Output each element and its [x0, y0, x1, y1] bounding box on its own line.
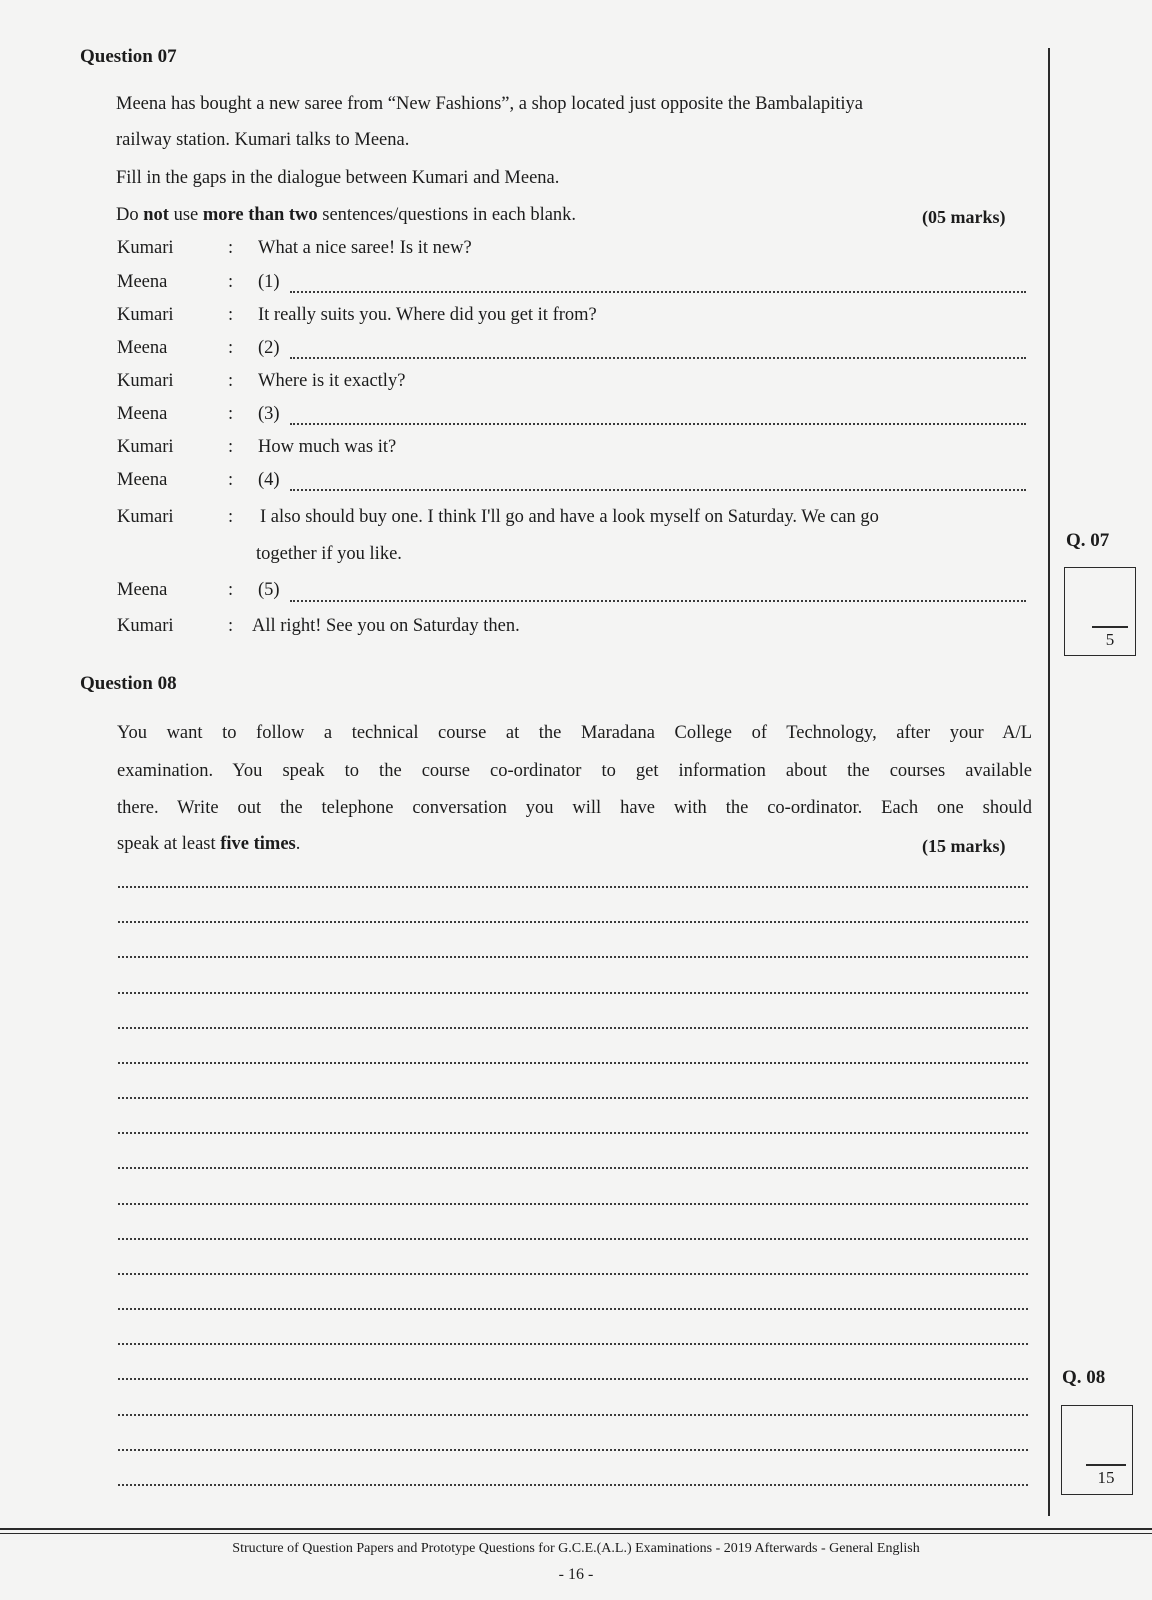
answer-line[interactable] — [118, 1203, 1028, 1205]
footer-rule — [0, 1528, 1152, 1530]
speaker-label: Meena — [117, 470, 168, 490]
q07-box-label: Q. 07 — [1066, 530, 1110, 551]
speaker-label: Meena — [117, 404, 168, 424]
colon: : — [228, 272, 234, 292]
q08-para-line-3: there. Write out the telephone conversation you will have with the co-ordinator. Each one should — [117, 798, 1032, 818]
answer-line[interactable] — [118, 1167, 1028, 1169]
q07-total-marks: 5 — [1105, 630, 1115, 649]
colon: : — [228, 371, 234, 391]
q07-intro-line-1: Meena has bought a new saree from “New Fashions”, a shop located just opposite the Bambalapitiya — [116, 94, 863, 114]
answer-line[interactable] — [118, 1308, 1028, 1310]
blank-number: (2) — [258, 338, 280, 358]
colon: : — [228, 437, 234, 457]
q07-intro-line-2: railway station. Kumari talks to Meena. — [116, 130, 410, 150]
q07-instruction: Fill in the gaps in the dialogue between Kumari and Meena. — [116, 168, 560, 188]
answer-blank-5[interactable] — [290, 600, 1026, 602]
question-08-title: Question 08 — [80, 673, 177, 694]
answer-line[interactable] — [118, 1378, 1028, 1380]
answer-line[interactable] — [118, 1273, 1028, 1275]
speaker-label: Meena — [117, 580, 168, 600]
speaker-label: Kumari — [117, 616, 174, 636]
speaker-label: Kumari — [117, 305, 174, 325]
q08-box-label: Q. 08 — [1062, 1367, 1106, 1388]
answer-line[interactable] — [118, 1132, 1028, 1134]
answer-line[interactable] — [118, 921, 1028, 923]
answer-line[interactable] — [118, 1343, 1028, 1345]
dialogue-line: Where is it exactly? — [258, 371, 406, 391]
colon: : — [228, 305, 234, 325]
speaker-label: Meena — [117, 338, 168, 358]
speaker-label: Kumari — [117, 437, 174, 457]
q08-total-marks: 15 — [1097, 1468, 1115, 1487]
q08-para-line-1: You want to follow a technical course at the Maradana College of Technology, after your A/L — [117, 723, 1032, 743]
q08-marks: (15 marks) — [922, 836, 1006, 856]
blank-number: (1) — [258, 272, 280, 292]
blank-number: (3) — [258, 404, 280, 424]
dialogue-line: How much was it? — [258, 437, 397, 457]
colon: : — [228, 470, 234, 490]
colon: : — [228, 338, 234, 358]
footer-rule-thin — [0, 1533, 1152, 1534]
answer-blank-1[interactable] — [290, 291, 1026, 293]
answer-line[interactable] — [118, 1238, 1028, 1240]
q07-rule: Do not use more than two sentences/questions in each blank. — [116, 205, 577, 225]
dialogue-line: It really suits you. Where did you get it from? — [258, 305, 597, 325]
speaker-label: Kumari — [117, 238, 174, 258]
dialogue-line: I also should buy one. I think I'll go and have a look myself on Saturday. We can go — [260, 507, 879, 527]
page-number: - 16 - — [558, 1566, 594, 1583]
answer-line[interactable] — [118, 1062, 1028, 1064]
colon: : — [228, 616, 234, 636]
answer-line[interactable] — [118, 1097, 1028, 1099]
colon: : — [228, 580, 234, 600]
fraction-bar — [1086, 1464, 1126, 1466]
dialogue-line: What a nice saree! Is it new? — [258, 238, 472, 258]
speaker-label: Meena — [117, 272, 168, 292]
colon: : — [228, 404, 234, 424]
answer-blank-2[interactable] — [290, 357, 1026, 359]
question-07-title: Question 07 — [80, 46, 177, 67]
colon: : — [228, 238, 234, 258]
colon: : — [228, 507, 234, 527]
speaker-label: Kumari — [117, 371, 174, 391]
margin-rule — [1048, 48, 1050, 1516]
q08-para-line-2: examination. You speak to the course co-ordinator to get information about the courses available — [117, 761, 1032, 781]
q08-score-box[interactable] — [1061, 1405, 1133, 1495]
answer-blank-3[interactable] — [290, 423, 1026, 425]
footer-text: Structure of Question Papers and Prototype Questions for G.C.E.(A.L.) Examinations - 2019 Afterwards - General English — [232, 1541, 920, 1556]
fraction-bar — [1092, 626, 1128, 628]
q07-score-box[interactable] — [1064, 567, 1136, 656]
answer-line[interactable] — [118, 1449, 1028, 1451]
answer-line[interactable] — [118, 992, 1028, 994]
answer-line[interactable] — [118, 1484, 1028, 1486]
blank-number: (4) — [258, 470, 280, 490]
answer-line[interactable] — [118, 886, 1028, 888]
answer-line[interactable] — [118, 956, 1028, 958]
q08-para-line-4: speak at least five times. — [117, 834, 301, 854]
answer-line[interactable] — [118, 1027, 1028, 1029]
answer-blank-4[interactable] — [290, 489, 1026, 491]
blank-number: (5) — [258, 580, 280, 600]
speaker-label: Kumari — [117, 507, 174, 527]
dialogue-line: All right! See you on Saturday then. — [252, 616, 520, 636]
answer-line[interactable] — [118, 1414, 1028, 1416]
dialogue-line-continued: together if you like. — [256, 544, 402, 564]
q07-marks: (05 marks) — [922, 207, 1006, 227]
